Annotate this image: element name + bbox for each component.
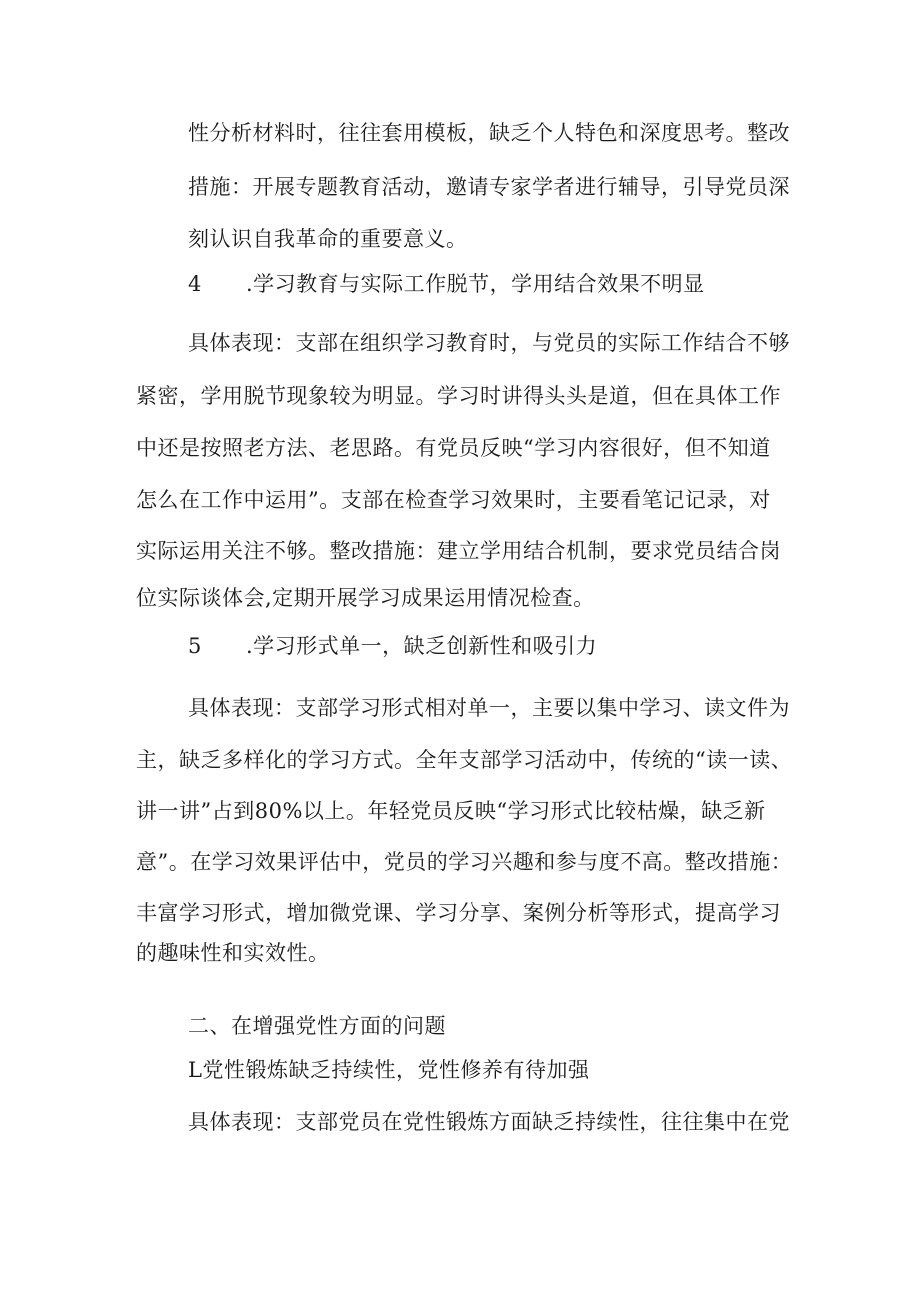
paragraph-line: 中还是按照老方法、老思路。有党员反映“学习内容很好，但不知道 <box>136 436 771 460</box>
section-heading-4 <box>188 270 705 298</box>
paragraph-line: 具体表现：支部学习形式相对单一，主要以集中学习、读文件为 <box>188 696 790 720</box>
paragraph-line: 具体表现：支部党员在党性锻炼方面缺乏持续性，往往集中在党 <box>188 1110 790 1134</box>
section-title: 二、在增强党性方面的问题 <box>188 1014 446 1038</box>
heading-number: 5 <box>188 634 202 658</box>
heading-text: .学习形式单一，缺乏创新性和吸引力 <box>246 634 598 658</box>
paragraph-line: 实际运用关注不够。整改措施：建立学用结合机制，要求党员结合岗 <box>136 539 781 563</box>
heading-number: 4 <box>188 272 202 296</box>
paragraph-line: 具体表现：支部在组织学习教育时，与党员的实际工作结合不够 <box>188 331 790 355</box>
paragraph-line: 措施：开展专题教育活动，邀请专家学者进行辅导，引导党员深 <box>188 175 790 199</box>
paragraph-line: 的趣味性和实效性。 <box>136 941 330 965</box>
paragraph-line: 刻认识自我革命的重要意义。 <box>188 227 468 251</box>
paragraph-line: 怎么在工作中运用”。支部在检查学习效果时，主要看笔记记录，对 <box>136 488 771 512</box>
subsection-heading: L党性锻炼缺乏持续性，党性修养有待加强 <box>188 1058 590 1082</box>
paragraph-line: 主，缺乏多样化的学习方式。全年支部学习活动中，传统的“读一读、 <box>136 748 793 772</box>
paragraph-line: 紧密，学用脱节现象较为明显。学习时讲得头头是道，但在具体工作 <box>136 384 781 408</box>
paragraph-line: 丰富学习形式，增加微党课、学习分享、案例分析等形式，提高学习 <box>136 901 781 925</box>
paragraph-line: 位实际谈体会,定期开展学习成果运用情况检查。 <box>136 586 595 610</box>
section-heading-5 <box>188 632 597 660</box>
heading-text: .学习教育与实际工作脱节，学用结合效果不明显 <box>246 272 705 296</box>
paragraph-line: 性分析材料时，往往套用模板，缺乏个人特色和深度思考。整改 <box>188 121 790 145</box>
paragraph-line: 意”。在学习效果评估中，党员的学习兴趣和参与度不高。整改措施： <box>136 850 793 874</box>
paragraph-line: 讲一讲”占到80%以上。年轻党员反映“学习形式比较枯燥，缺乏新 <box>136 799 766 823</box>
